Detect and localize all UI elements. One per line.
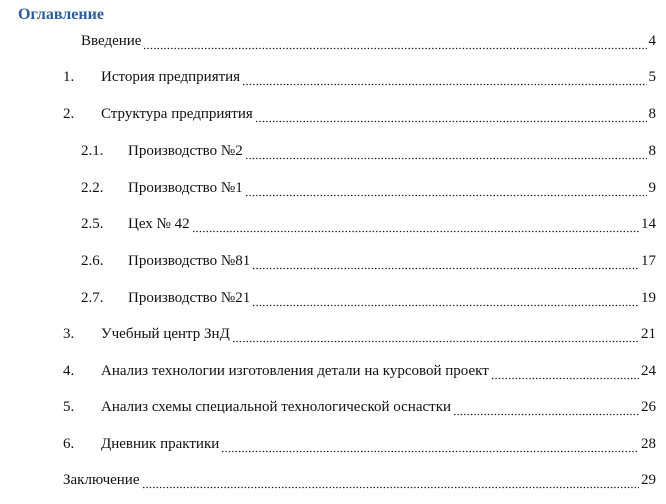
toc-entry-page: 8 [648,106,656,122]
toc-leader-dots [232,327,639,343]
toc-entry-page: 8 [648,143,656,159]
toc-entry-title: Производство №1 [128,180,243,196]
toc-entry-2[interactable] [0,103,666,125]
toc-leader-dots [255,107,647,123]
toc-entry-page: 21 [641,326,656,342]
toc-entry-line [128,140,656,162]
toc-entry-title: Цех № 42 [128,216,190,232]
toc-leader-dots [221,437,639,453]
toc-entry-line [101,396,656,418]
toc-entry-page: 29 [641,472,656,488]
toc-entry-number: 2.6. [81,253,104,269]
toc-leader-dots [245,181,647,197]
toc-entry-page: 19 [641,290,656,306]
toc-entry-number: 6. [63,436,75,452]
toc-entry-number: 2. [63,106,75,122]
toc-leader-dots [143,34,646,50]
toc-entry-2-5[interactable] [0,213,666,235]
toc-entry-line [128,287,656,309]
toc-entry-6[interactable] [0,433,666,455]
toc-entry-page: 26 [641,399,656,415]
toc-entry-1[interactable] [0,66,666,88]
toc-entry-2-7[interactable] [0,287,666,309]
toc-leader-dots [252,254,639,270]
toc-entry-page: 24 [641,363,656,379]
toc-entry-introduction[interactable] [0,30,666,52]
toc-entry-title: История предприятия [101,69,241,85]
toc-leader-dots [192,217,639,233]
toc-entry-line [81,30,656,52]
toc-leader-dots [242,70,646,86]
toc-entry-2-6[interactable] [0,250,666,272]
toc-entry-line [101,433,656,455]
toc-entry-title: Анализ схемы специальной технологической оснастки [101,399,452,415]
toc-entry-5[interactable] [0,396,666,418]
toc-entry-2-2[interactable] [0,177,666,199]
toc-entry-title: Производство №81 [128,253,251,269]
toc-entry-title: Учебный центр ЗнД [101,326,230,342]
toc-entry-page: 17 [641,253,656,269]
toc-entry-line [101,360,656,382]
toc-entry-line [128,177,656,199]
toc-entry-4[interactable] [0,360,666,382]
toc-entry-2-1[interactable] [0,140,666,162]
toc-entry-number: 1. [63,69,75,85]
toc-entry-number: 2.7. [81,290,104,306]
toc-entry-line [101,66,656,88]
toc-leader-dots [245,144,647,160]
toc-entry-page: 14 [641,216,656,232]
toc-heading: Оглавление [18,6,104,23]
toc-entry-title: Анализ технологии изготовления детали на курсовой проект [101,363,489,379]
toc-leader-dots [491,364,639,380]
toc-entry-3[interactable] [0,323,666,345]
toc-entry-page: 5 [648,69,656,85]
toc-entry-number: 5. [63,399,75,415]
toc-entry-title: Структура предприятия [101,106,253,122]
toc-entry-number: 2.5. [81,216,104,232]
toc-entry-conclusion[interactable] [0,469,666,491]
toc-entry-line [101,323,656,345]
toc-entry-number: 2.1. [81,143,104,159]
toc-entry-title: Дневник практики [101,436,220,452]
toc-entry-line [101,103,656,125]
toc-entry-title: Производство №21 [128,290,251,306]
toc-entry-title: Заключение [63,472,140,488]
toc-leader-dots [453,400,639,416]
toc-entry-number: 2.2. [81,180,104,196]
toc-entry-page: 4 [648,33,656,49]
toc-leader-dots [252,291,639,307]
toc-leader-dots [142,473,640,489]
toc-entry-line [128,213,656,235]
toc-entry-number: 3. [63,326,75,342]
toc-entry-title: Производство №2 [128,143,243,159]
toc-entry-page: 9 [648,180,656,196]
toc-entry-title: Введение [81,33,142,49]
toc-entry-line [128,250,656,272]
toc-entry-number: 4. [63,363,75,379]
toc-entry-page: 28 [641,436,656,452]
toc-entry-line [63,469,656,491]
